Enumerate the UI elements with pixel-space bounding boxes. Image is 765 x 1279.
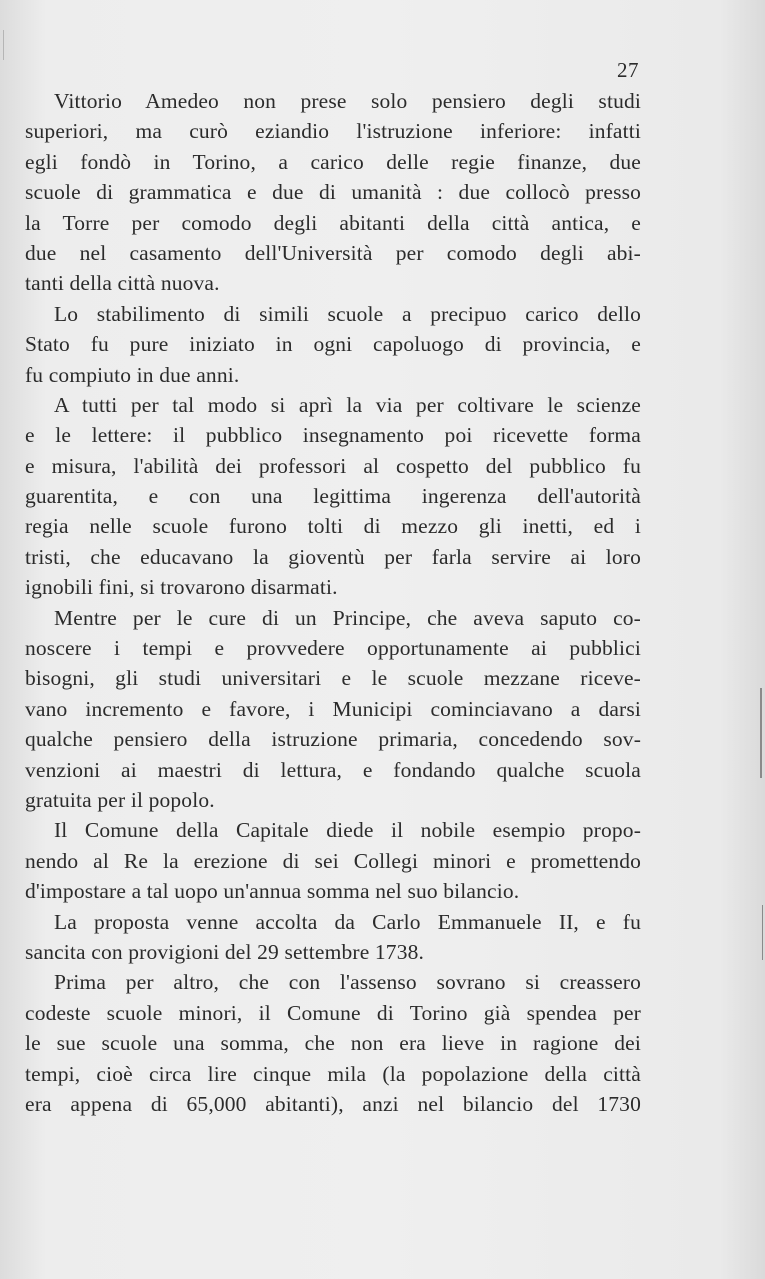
text-line: e le lettere: il pubblico insegnamento poi ricevette forma <box>25 423 641 448</box>
text-line: Vittorio Amedeo non prese solo pensiero degli studi <box>54 89 641 113</box>
text-line: nendo al Re la erezione di sei Collegi minori e promettendo <box>25 848 641 873</box>
text-line: superiori, ma curò eziandio l'istruzione inferiore: infatti <box>25 119 641 144</box>
text-line: tempi, cioè circa lire cinque mila (la popolazione della città <box>25 1061 641 1086</box>
scan-edge-mark <box>760 688 762 778</box>
text-line: egli fondò in Torino, a carico delle regie finanze, due <box>25 149 641 174</box>
text-line: Stato fu pure iniziato in ogni capoluogo di provincia, e <box>25 332 641 357</box>
text-line: tanti della città nuova. <box>25 271 220 296</box>
text-line: d'impostare a tal uopo un'annua somma nel suo bilancio. <box>25 879 520 904</box>
text-line: Mentre per le cure di un Principe, che aveva saputo co- <box>54 605 641 630</box>
text-line: bisogni, gli studi universitari e le scuole mezzane riceve- <box>25 666 641 691</box>
text-line: venzioni ai maestri di lettura, e fondando qualche scuola <box>25 757 641 782</box>
text-line: guarentita, e con una legittima ingerenza dell'autorità <box>25 484 641 509</box>
text-line: qualche pensiero della istruzione primaria, concedendo sov- <box>25 727 641 752</box>
text-line: le sue scuole una somma, che non era lieve in ragione dei <box>25 1031 641 1056</box>
body-text <box>25 86 641 1119</box>
text-line: era appena di 65,000 abitanti), anzi nel bilancio del 1730 <box>25 1091 641 1116</box>
text-line: la Torre per comodo degli abitanti della città antica, e <box>25 210 641 235</box>
scan-edge-mark <box>3 30 4 60</box>
scan-edge-mark <box>762 905 763 960</box>
text-line: ignobili fini, si trovarono disarmati. <box>25 575 338 600</box>
paragraph <box>25 967 641 1119</box>
page-number: 27 <box>617 58 639 82</box>
paragraph <box>25 390 641 603</box>
paragraph <box>25 299 641 390</box>
text-line: codeste scuole minori, il Comune di Torino già spendea per <box>25 1000 641 1025</box>
text-line: regia nelle scuole furono tolti di mezzo gli inetti, ed i <box>25 514 641 539</box>
text-line: fu compiuto in due anni. <box>25 362 240 387</box>
text-line: noscere i tempi e provvedere opportunamente ai pubblici <box>25 636 641 661</box>
text-line: Prima per altro, che con l'assenso sovrano si creassero <box>54 970 641 995</box>
paragraph <box>25 603 641 816</box>
text-line: La proposta venne accolta da Carlo Emmanuele II, e fu <box>54 909 641 934</box>
paragraph <box>25 815 641 906</box>
text-line: sancita con provigioni del 29 settembre 1738. <box>25 939 425 964</box>
text-line: scuole di grammatica e due di umanità : due collocò presso <box>25 180 641 205</box>
text-line: gratuita per il popolo. <box>25 787 215 812</box>
text-line: Lo stabilimento di simili scuole a precipuo carico dello <box>54 301 641 326</box>
text-line: due nel casamento dell'Università per comodo degli abi- <box>25 240 641 265</box>
paragraph <box>25 907 641 968</box>
text-line: Il Comune della Capitale diede il nobile esempio propo- <box>54 818 641 843</box>
text-line: e misura, l'abilità dei professori al cospetto del pubblico fu <box>25 453 641 478</box>
text-line: A tutti per tal modo si aprì la via per coltivare le scienze <box>54 392 641 417</box>
text-line: vano incremento e favore, i Municipi cominciavano a darsi <box>25 696 641 721</box>
paragraph <box>25 86 641 299</box>
text-line: tristi, che educavano la gioventù per farla servire ai loro <box>25 544 641 569</box>
